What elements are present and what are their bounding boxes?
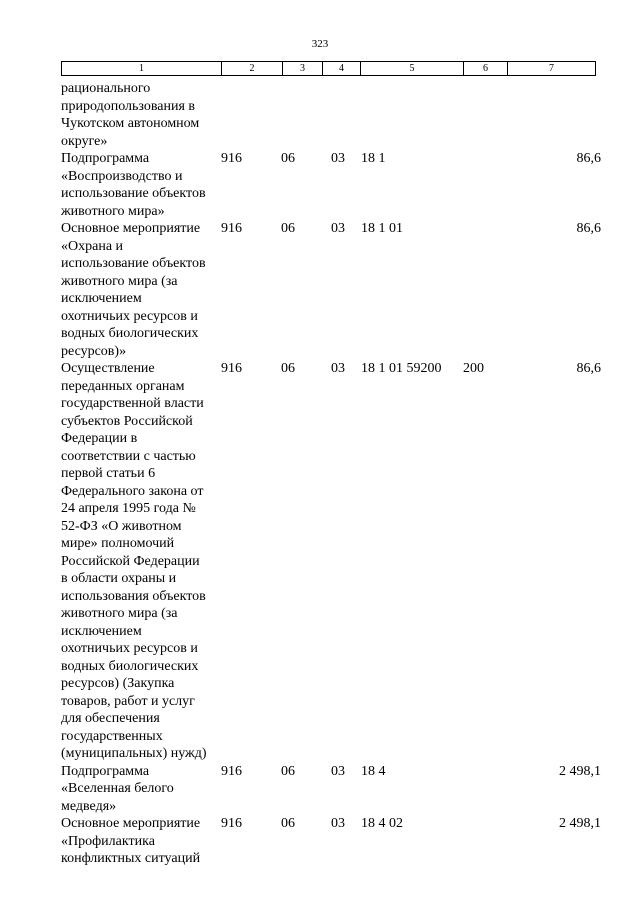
row-amount: 86,6	[576, 151, 601, 166]
row-section: 06	[281, 816, 295, 831]
page-number: 323	[311, 38, 329, 50]
table-row	[61, 220, 601, 360]
row-name: Подпрограмма «Вселенная белого медведя»	[61, 763, 174, 814]
row-target: 18 1 01 59200	[361, 361, 442, 376]
row-name: рационального природопользования в Чукотском автономном округе»	[61, 81, 200, 149]
table-row	[61, 80, 601, 150]
table-row	[61, 815, 601, 868]
row-section: 06	[281, 151, 295, 166]
row-code: 916	[221, 221, 242, 236]
row-code: 916	[221, 151, 242, 166]
row-subsection: 03	[331, 763, 345, 779]
row-code: 916	[221, 763, 242, 779]
column-header-2: 2	[222, 62, 283, 76]
column-header-1: 1	[62, 62, 222, 76]
row-target: 18 1 01	[361, 221, 403, 236]
row-target: 18 4	[361, 763, 386, 779]
row-amount: 86,6	[576, 221, 601, 236]
column-header-row	[62, 62, 596, 76]
row-target: 18 1	[361, 151, 386, 166]
row-amount: 2 498,1	[559, 763, 601, 779]
column-header-7: 7	[508, 62, 596, 76]
row-name: Основное мероприятие «Профилактика конфликтных ситуаций	[61, 816, 201, 866]
row-name: Основное мероприятие «Охрана и использование объектов животного мира (за исключением охотничьих ресурсов и водных биологических ресурсов)»	[61, 221, 206, 359]
row-subsection: 03	[331, 816, 345, 831]
row-type: 200	[463, 361, 484, 376]
column-header-6: 6	[464, 62, 508, 76]
row-amount: 86,6	[576, 361, 601, 376]
row-code: 916	[221, 816, 242, 831]
row-section: 06	[281, 221, 295, 236]
row-section: 06	[281, 763, 295, 779]
column-header-4: 4	[323, 62, 361, 76]
row-section: 06	[281, 361, 295, 376]
table-row	[61, 360, 601, 763]
table-row	[61, 150, 601, 220]
row-subsection: 03	[331, 221, 345, 236]
row-subsection: 03	[331, 151, 345, 166]
column-header-table	[61, 61, 596, 76]
row-subsection: 03	[331, 361, 345, 376]
row-code: 916	[221, 361, 242, 376]
row-target: 18 4 02	[361, 816, 403, 831]
column-header-3: 3	[283, 62, 323, 76]
table-row	[61, 763, 601, 816]
row-name: Подпрограмма «Воспроизводство и использование объектов животного мира»	[61, 151, 206, 219]
row-name: Осуществление переданных органам государственной власти субъектов Российской Федерации в соответствии с частью первой статьи 6 Федерального закона от 24 апреля 1995 года № 52-ФЗ «О животном мире» полномочий Российской Федерации в области охраны и использования объектов животного мира (за исключением охотничьих ресурсов и водных биологических ресурсов) (Закупка товаров, работ и услуг для обеспечения государственных (муниципальных) нужд)	[61, 361, 207, 761]
column-header-5: 5	[361, 62, 464, 76]
budget-rows	[61, 80, 601, 868]
row-amount: 2 498,1	[559, 816, 601, 831]
